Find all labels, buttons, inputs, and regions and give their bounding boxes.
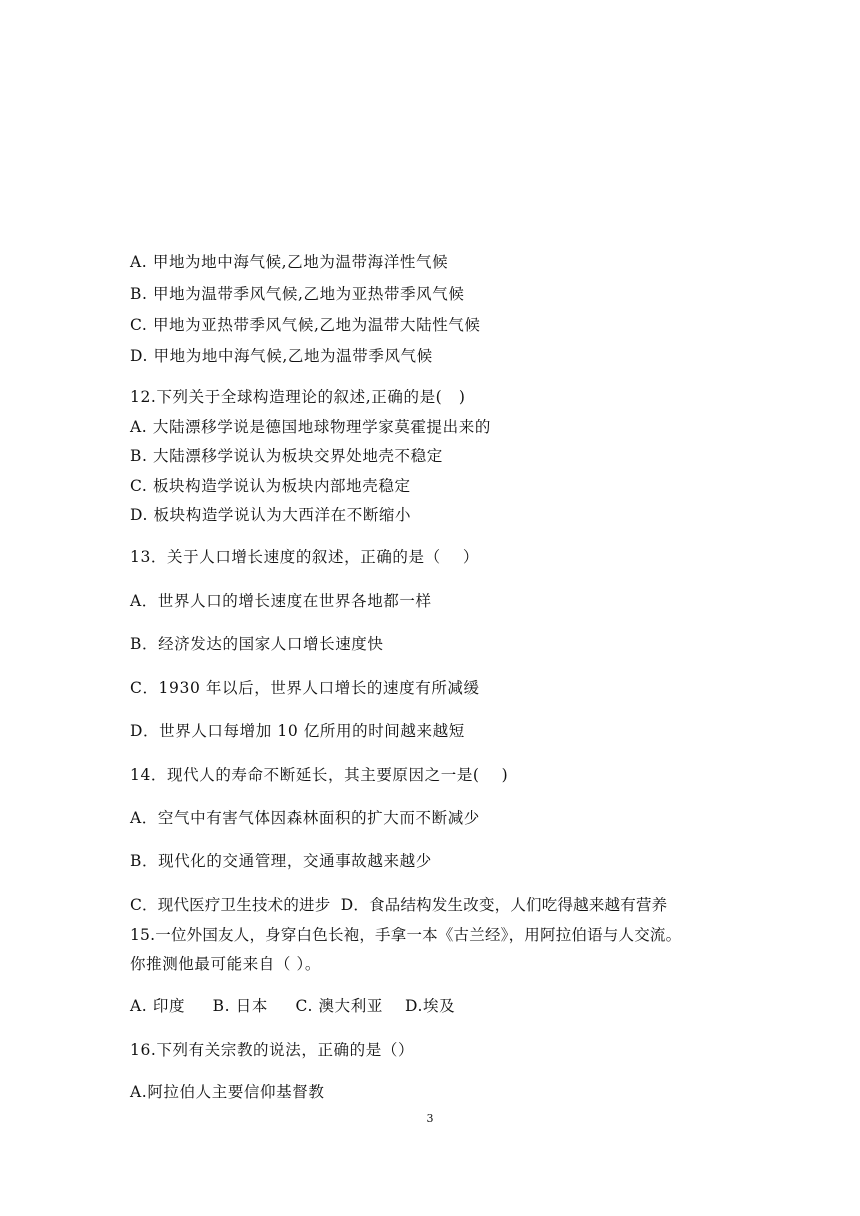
- question-15-cont: 你推测他最可能来自（ ）。: [130, 955, 321, 973]
- option-11c: C. 甲地为亚热带季风气候,乙地为温带大陆性气候: [130, 316, 481, 334]
- question-13: 13．关于人口增长速度的叙述，正确的是（ ）: [130, 548, 479, 566]
- page-number: 3: [426, 1112, 434, 1125]
- question-15: 15.一位外国友人，身穿白色长袍，手拿一本《古兰经》，用阿拉伯语与人交流。: [130, 926, 682, 944]
- option-13d: D．世界人口每增加 10 亿所用的时间越来越短: [130, 722, 465, 740]
- options-15: A. 印度 B. 日本 C. 澳大利亚 D.埃及: [130, 997, 456, 1015]
- question-14: 14．现代人的寿命不断延长，其主要原因之一是( ): [130, 766, 509, 784]
- question-12: 12.下列关于全球构造理论的叙述,正确的是( ): [130, 388, 466, 406]
- option-12c: C. 板块构造学说认为板块内部地壳稳定: [130, 477, 411, 495]
- option-13b: B．经济发达的国家人口增长速度快: [130, 635, 384, 653]
- option-12a: A. 大陆漂移学说是德国地球物理学家莫霍提出来的: [130, 418, 491, 436]
- option-12d: D. 板块构造学说认为大西洋在不断缩小: [130, 506, 412, 524]
- option-16a: A.阿拉伯人主要信仰基督教: [130, 1083, 325, 1101]
- option-13a: A．世界人口的增长速度在世界各地都一样: [130, 592, 432, 610]
- option-11b: B. 甲地为温带季风气候,乙地为亚热带季风气候: [130, 285, 465, 303]
- option-13c: C．1930 年以后，世界人口增长的速度有所减缓: [130, 679, 480, 697]
- option-11a: A. 甲地为地中海气候,乙地为温带海洋性气候: [130, 253, 449, 271]
- option-12b: B. 大陆漂移学说认为板块交界处地壳不稳定: [130, 447, 443, 465]
- option-14a: A．空气中有害气体因森林面积的扩大而不断减少: [130, 809, 480, 827]
- question-16: 16.下列有关宗教的说法，正确的是（）: [130, 1041, 415, 1059]
- option-14c-d: C．现代医疗卫生技术的进步 D．食品结构发生改变，人们吃得越来越有营养: [130, 896, 668, 914]
- option-11d: D. 甲地为地中海气候,乙地为温带季风气候: [130, 347, 433, 365]
- option-14b: B．现代化的交通管理，交通事故越来越少: [130, 852, 432, 870]
